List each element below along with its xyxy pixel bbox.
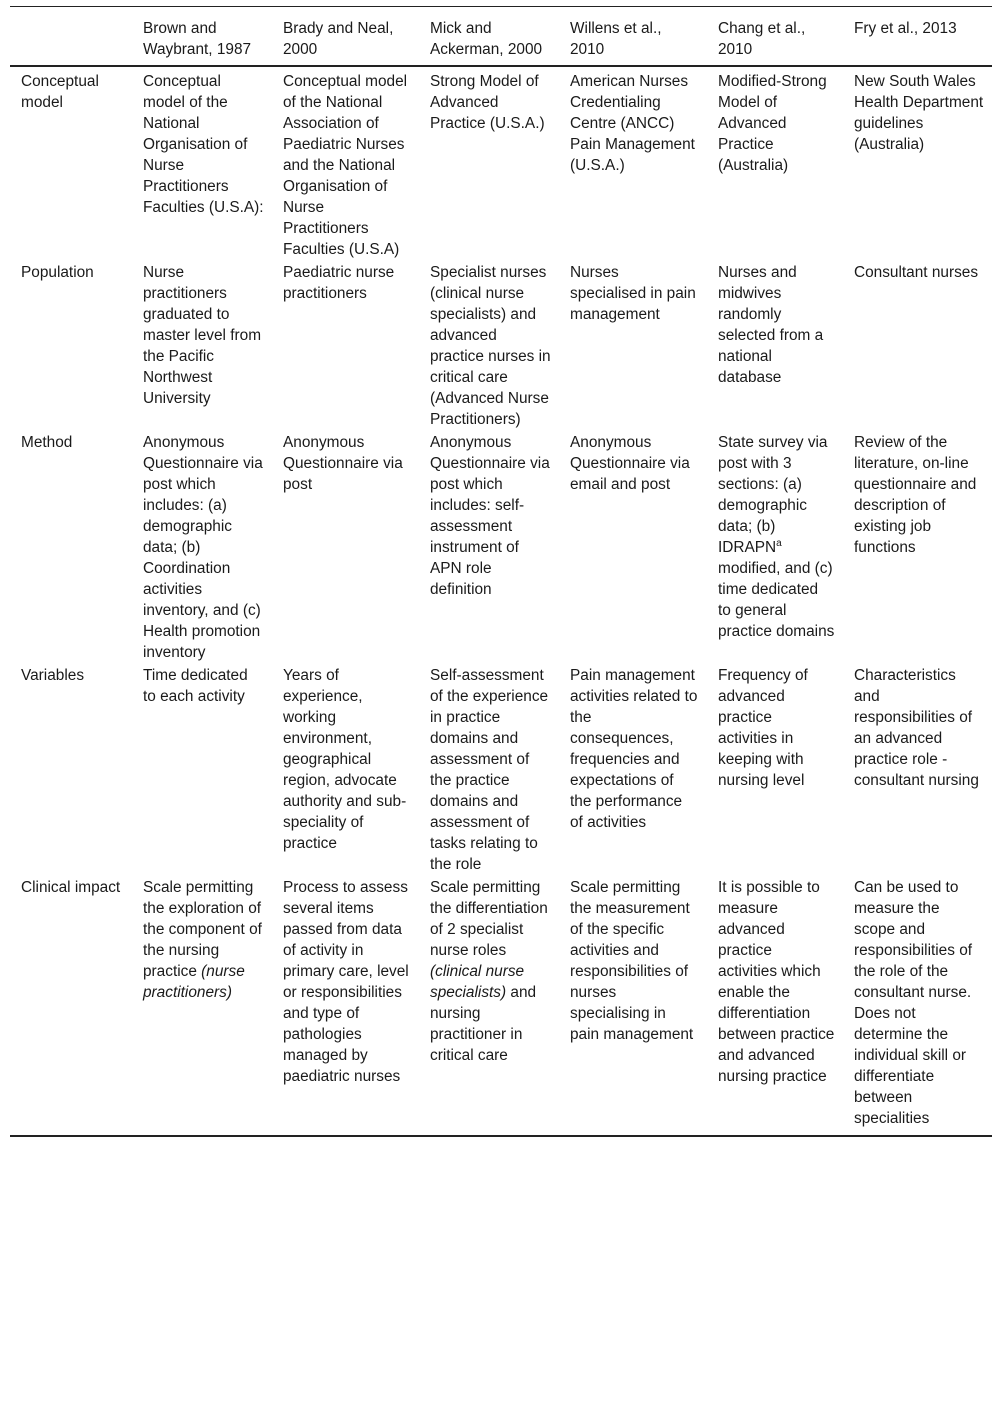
cell-text: and nursing practitioner in critical care — [430, 984, 537, 1064]
header-study-willens: Willens et al., 2010 — [570, 20, 662, 58]
header-study-brady: Brady and Neal, 2000 — [283, 20, 394, 58]
table-cell: Can be used to measure the scope and responsibilities of the role of the consultant nurse. Does not determine the individual skill or differentiate between specialities — [854, 879, 973, 1127]
table-cell: Conceptual model of the National Organisation of Nurse Practitioners Faculties (U.S.A): — [143, 73, 264, 216]
row-label: Conceptual model — [21, 73, 99, 111]
table-cell: Time dedicated to each activity — [143, 667, 248, 705]
table-cell: Frequency of advanced practice activities in keeping with nursing level — [718, 667, 808, 789]
table-cell: Strong Model of Advanced Practice (U.S.A.) — [430, 73, 545, 132]
table-cell: Review of the literature, on-line questionnaire and description of existing job functions — [854, 434, 977, 556]
header-study-chang: Chang et al., 2010 — [718, 20, 806, 58]
table-cell: It is possible to measure advanced practice activities which enable the differentiation between practice and advanced nursing practice — [718, 879, 835, 1085]
cell-italic-text: (clinical nurse specialists) — [430, 963, 525, 1001]
cell-italic-text: (nurse practitioners) — [143, 963, 245, 1001]
cell-text: State survey via post with 3 sections: (a) demographic data; (b) IDRAPN — [718, 434, 828, 556]
table-row-method — [10, 431, 992, 664]
table-cell: Anonymous Questionnaire via post which includes: self-assessment instrument of APN role definition — [430, 434, 550, 598]
table-cell: Process to assess several items passed from data of activity in primary care, level or responsibilities and type of pathologies managed by paediatric nurses — [283, 879, 409, 1085]
table-cell: Pain management activities related to the consequences, frequencies and expectations of the performance of activities — [570, 667, 698, 831]
cell-text: modified, and (c) time dedicated to general practice domains — [718, 560, 835, 640]
row-label: Variables — [21, 667, 85, 684]
header-row — [10, 7, 992, 67]
footnote-marker: a — [776, 537, 782, 549]
comparison-table — [10, 6, 992, 1137]
cell-text: Scale permitting the exploration of the component of the nursing practice — [143, 879, 262, 980]
header-study-brown: Brown and Waybrant, 1987 — [143, 20, 252, 58]
table-row-variables — [10, 664, 992, 876]
table-cell: Anonymous Questionnaire via post which includes: (a) demographic data; (b) Coordination activities inventory, and (c) Health promotion inventory — [143, 434, 263, 661]
table-cell: Nurses specialised in pain management — [570, 264, 696, 323]
table-cell: Nurses and midwives randomly selected from a national database — [718, 264, 824, 386]
row-label: Method — [21, 434, 73, 451]
table-cell: Characteristics and responsibilities of an advanced practice role - consultant nursing — [854, 667, 979, 789]
table-cell: American Nurses Credentialing Centre (ANCC) Pain Management (U.S.A.) — [570, 73, 695, 174]
table-row-clinical-impact — [10, 876, 992, 1136]
table-cell: Scale permitting the measurement of the specific activities and responsibilities of nurses specialising in pain management — [570, 879, 694, 1043]
table-cell: Modified-Strong Model of Advanced Practice (Australia) — [718, 73, 827, 174]
table-cell — [132, 876, 272, 1136]
table-cell: Nurse practitioners graduated to master level from the Pacific Northwest University — [143, 264, 262, 407]
table-cell: Anonymous Questionnaire via post — [283, 434, 403, 493]
header-study-mick: Mick and Ackerman, 2000 — [430, 20, 543, 58]
table-cell: Years of experience, working environment, geographical region, advocate authority and sub-speciality of practice — [283, 667, 407, 852]
table-cell: Self-assessment of the experience in practice domains and assessment of the practice domains and assessment of tasks relating to the role — [430, 667, 549, 873]
header-study-fry: Fry et al., 2013 — [854, 20, 957, 37]
table-cell: Paediatric nurse practitioners — [283, 264, 395, 302]
table-cell — [707, 431, 843, 664]
table-cell: Conceptual model of the National Association of Paediatric Nurses and the National Organisation of Nurse Practitioners Faculties (U.S.A) — [283, 73, 408, 258]
comparison-table-container — [10, 6, 992, 1137]
table-cell: Specialist nurses (clinical nurse specialists) and advanced practice nurses in critical care (Advanced Nurse Practitioners) — [430, 264, 551, 428]
row-label: Population — [21, 264, 94, 281]
table-cell — [419, 876, 559, 1136]
table-cell: Anonymous Questionnaire via email and post — [570, 434, 690, 493]
row-label: Clinical impact — [21, 879, 121, 896]
table-row-conceptual-model — [10, 66, 992, 261]
table-cell: Consultant nurses — [854, 264, 979, 281]
cell-text: Scale permitting the differentiation of 2 specialist nurse roles — [430, 879, 548, 959]
table-row-population — [10, 261, 992, 431]
header-empty-cell — [10, 7, 132, 67]
table-cell: New South Wales Health Department guidelines (Australia) — [854, 73, 984, 153]
